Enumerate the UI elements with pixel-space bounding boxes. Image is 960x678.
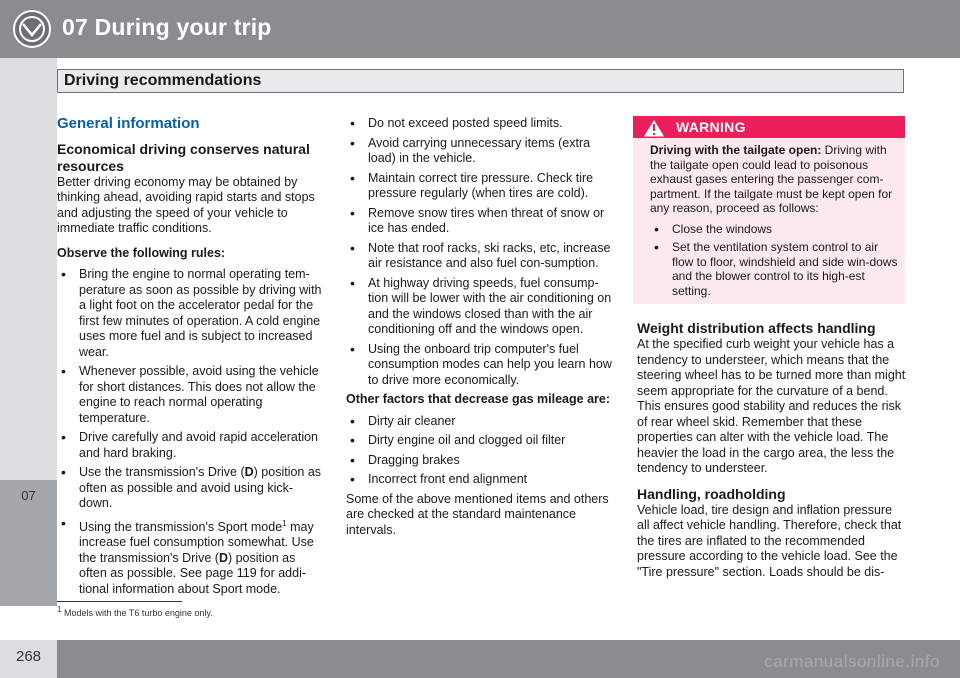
volvo-logo-icon (12, 9, 52, 49)
factors-list (346, 414, 616, 488)
list-item: • Dragging brakes (346, 453, 616, 469)
weight-distribution-paragraph: At the specified curb weight your vehicle has a tendency to understeer, which means that the steering wheel has to be turned more than might seem appropriate for the curvature of a bend. This ensures good stability and reduces the risk of rear wheel skid. Remember that these properties can alter with the vehicle load. The heavier the load in the cargo area, the less the tendency to understeer. (637, 337, 906, 475)
list-item: • Incorrect front end alignment (346, 472, 616, 488)
footnote (57, 605, 213, 618)
warning-triangle-icon (642, 118, 666, 138)
list-item: • Note that roof racks, ski racks, etc, increase air resistance and also fuel con-sumption. (346, 241, 616, 272)
list-item: • Dirty engine oil and clogged oil filter (346, 433, 616, 449)
list-item: • Dirty air cleaner (346, 414, 616, 430)
rules-list (57, 267, 322, 597)
factors-heading: Other factors that decrease gas mileage are: (346, 392, 611, 406)
list-item: • Maintain correct tire pressure. Check tire pressure regularly (when tires are cold). (346, 171, 616, 202)
handling-paragraph: Vehicle load, tire design and inflation pressure all affect vehicle handling. Therefore, check that the tires are inflated to the recommended pressure according to the vehicle load. See the "Tire pressure" section. Loads should be dis- (637, 502, 902, 579)
column-3 (637, 320, 907, 580)
warning-title: WARNING (676, 119, 746, 135)
closing-paragraph: Some of the above mentioned items and others are checked at the standard maintenance intervals. (346, 491, 609, 537)
tips-list (346, 116, 616, 388)
list-item: • Whenever possible, avoid using the vehicle for short distances. This does not allow the engine to reach normal operating temperature. (57, 364, 322, 426)
general-information-heading: General information (57, 115, 200, 132)
rule4-text-pre: Use the transmission's Drive ( (79, 465, 245, 479)
footnote-divider (57, 601, 182, 602)
watermark: carmanualsonline.info (764, 652, 940, 671)
footnote-marker: 1 (282, 518, 287, 528)
page-number: 268 (15, 648, 42, 665)
footnote-number: 1 (57, 605, 62, 614)
list-item: • Remove snow tires when threat of snow or ice has ended. (346, 206, 616, 237)
column-1 (57, 116, 322, 601)
warning-body (650, 143, 898, 302)
weight-distribution-heading: Weight distribution affects handling (637, 320, 876, 336)
list-item: • Close the windows (650, 222, 898, 237)
warning-header (633, 116, 905, 138)
list-item: • Using the onboard trip computer's fuel consumption modes can help you learn how to drive more economically. (346, 342, 616, 389)
economical-driving-heading: Economical driving conserves natural resources (57, 140, 310, 174)
chapter-title: 07 During your trip (62, 14, 272, 40)
chapter-tab-label: 07 (21, 488, 36, 503)
warning-list (650, 222, 898, 299)
footnote-text: Models with the T6 turbo engine only. (63, 608, 213, 618)
warning-paragraph (650, 143, 898, 216)
list-item: • Bring the engine to normal operating tem-perature as soon as possible by driving with a light foot on the accelerator pedal for the first few minutes of operation. A cold engine uses more fuel and is subject to increased wear. (57, 267, 322, 360)
list-item (57, 516, 322, 598)
list-item (57, 465, 322, 512)
rule5-text-pre: Using the transmission's Sport mode (79, 519, 283, 534)
rule5-text-mid: may increase fuel consumption somewhat. Use the transmission's Drive ( (79, 519, 314, 565)
section-title: Driving recommendations (64, 72, 262, 89)
warning-lead: Driving with the tailgate open: (650, 143, 822, 157)
rule5-text-post: ) position as often as possible. See page 119 for addi-tional information about Sport mode. (79, 550, 307, 596)
list-item: • Do not exceed posted speed limits. (346, 116, 616, 132)
rule4-text-post: ) position as often as possible and avoid using kick-down. (79, 465, 322, 510)
drive-position-letter: D (218, 550, 228, 565)
list-item: • Set the ventilation system control to air flow to floor, windshield and side win-dows and the blower control to its high-est setting. (650, 240, 898, 298)
list-item: • Drive carefully and avoid rapid acceleration and hard braking. (57, 430, 322, 461)
drive-position-letter: D (244, 465, 254, 479)
list-item: • At highway driving speeds, fuel consump-tion will be lower with the air conditioning on and the windows closed than with the air conditioning off and the windows open. (346, 276, 616, 338)
column-2 (346, 116, 616, 538)
rules-heading: Observe the following rules: (57, 245, 226, 260)
warning-text: Driving with the tailgate open could lead to poisonous exhaust gases entering the passenger com-partment. If the tailgate must be kept open for any reason, proceed as follows: (650, 143, 893, 215)
list-item: • Avoid carrying unnecessary items (extra load) in the vehicle. (346, 136, 616, 167)
handling-heading: Handling, roadholding (637, 485, 786, 502)
intro-paragraph: Better driving economy may be obtained by thinking ahead, avoiding rapid starts and stops and adjusting the speed of your vehicle to immediate traffic conditions. (57, 174, 315, 235)
